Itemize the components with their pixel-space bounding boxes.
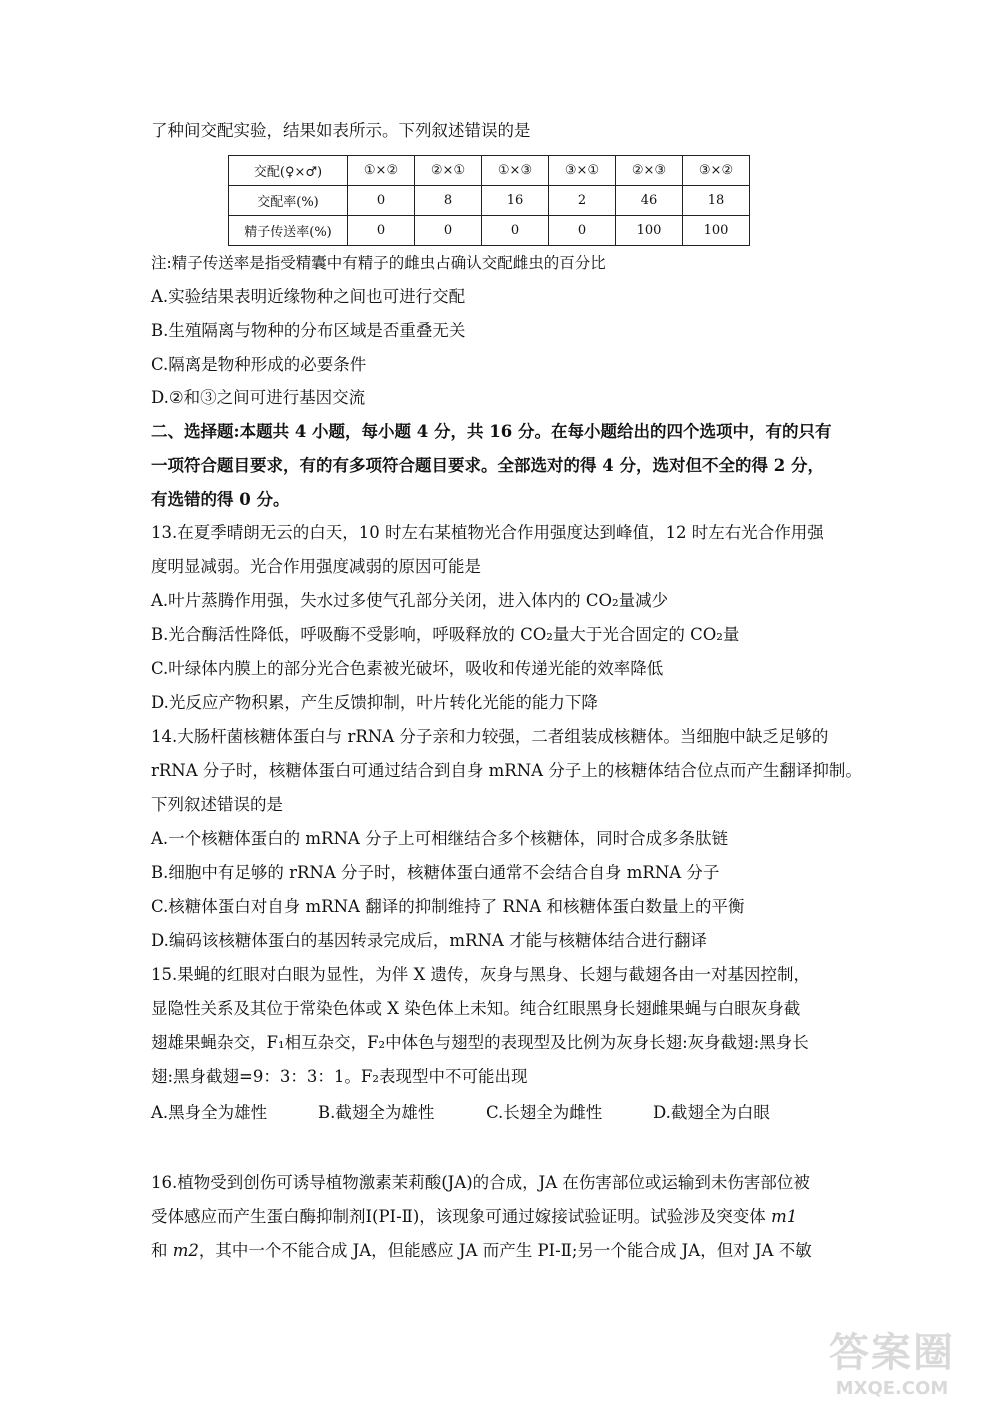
q16-stem-text: 和: [151, 1241, 173, 1260]
table-header-row: [229, 156, 750, 186]
table-cell: 0: [348, 216, 415, 246]
table-cell: ③×②: [683, 156, 750, 186]
q14-option-b: B.细胞中有足够的 rRNA 分子时，核糖体蛋白通常不会结合自身 mRNA 分子: [151, 863, 720, 882]
q13-stem: 13.在夏季晴朗无云的白天，10 时左右某植物光合作用强度达到峰值，12 时左右光合作用强: [151, 523, 824, 542]
table-cell: 16: [482, 186, 549, 216]
q13-option-d: D.光反应产物积累，产生反馈抑制，叶片转化光能的能力下降: [151, 693, 598, 712]
q16-stem: [151, 1240, 812, 1262]
table-cell: 0: [482, 216, 549, 246]
table-cell: ②×③: [616, 156, 683, 186]
table-cell: 交配率(%): [229, 186, 348, 216]
table-cell: ③×①: [549, 156, 616, 186]
q14-stem: 14.大肠杆菌核糖体蛋白与 rRNA 分子亲和力较强，二者组装成核糖体。当细胞中缺乏足够的: [151, 727, 829, 746]
table-cell: 2: [549, 186, 616, 216]
q16-stem-text: ，其中一个不能合成 JA，但能感应 JA 而产生 PI-Ⅱ;另一个能合成 JA，但对 JA 不敏: [198, 1241, 812, 1260]
table-cell: 交配(♀×♂): [229, 156, 348, 186]
table-cell: 0: [415, 216, 482, 246]
watermark-url: MXQE.COM: [835, 1378, 949, 1399]
q13-option-b: B.光合酶活性降低，呼吸酶不受影响，呼吸释放的 CO₂量大于光合固定的 CO₂量: [151, 625, 740, 644]
q15-option-b: B.截翅全为雄性: [318, 1103, 435, 1122]
q12-option-b: B.生殖隔离与物种的分布区域是否重叠无关: [151, 321, 466, 340]
mutant-m2: m2: [172, 1241, 199, 1260]
intro-line: 了种间交配实验，结果如表所示。下列叙述错误的是: [151, 121, 531, 140]
section-heading: 有选错的得 0 分。: [151, 490, 290, 509]
section-heading: 一项符合题目要求，有的有多项符合题目要求。全部选对的得 4 分，选对但不全的得 2 分，: [151, 456, 824, 475]
q14-stem: 下列叙述错误的是: [151, 795, 283, 814]
table-row: [229, 216, 750, 246]
watermark: [812, 1321, 972, 1401]
q14-stem: rRNA 分子时，核糖体蛋白可通过结合到自身 mRNA 分子上的核糖体结合位点而产生翻译抑制。: [151, 761, 862, 780]
table-row: [229, 186, 750, 216]
q15-stem: 翅雄果蝇杂交，F₁相互杂交，F₂中体色与翅型的表现型及比例为灰身长翅:灰身截翅:黑身长: [151, 1033, 809, 1052]
table-cell: ②×①: [415, 156, 482, 186]
q15-stem: 显隐性关系及其位于常染色体或 X 染色体上未知。纯合红眼黑身长翅雌果蝇与白眼灰身截: [151, 999, 801, 1018]
q16-stem: 16.植物受到创伤可诱导植物激素茉莉酸(JA)的合成，JA 在伤害部位或运输到未伤害部位被: [151, 1173, 810, 1192]
q15-stem: 15.果蝇的红眼对白眼为显性，为伴 X 遗传，灰身与黑身、长翅与截翅各由一对基因控制，: [151, 965, 810, 984]
q13-stem: 度明显减弱。光合作用强度减弱的原因可能是: [151, 557, 481, 576]
q13-option-c: C.叶绿体内膜上的部分光合色素被光破坏，吸收和传递光能的效率降低: [151, 659, 664, 678]
q12-option-c: C.隔离是物种形成的必要条件: [151, 355, 367, 374]
mating-table: [228, 155, 750, 246]
q12-option-d: D.②和③之间可进行基因交流: [151, 388, 366, 407]
q16-stem-text: 受体感应而产生蛋白酶抑制剂Ⅰ(PI-Ⅱ)，该现象可通过嫁接试验证明。试验涉及突变体: [151, 1207, 772, 1226]
q16-stem: [151, 1206, 797, 1228]
section-heading: 二、选择题:本题共 4 小题，每小题 4 分，共 16 分。在每小题给出的四个选项中，有的只有: [151, 422, 832, 441]
q14-option-a: A.一个核糖体蛋白的 mRNA 分子上可相继结合多个核糖体，同时合成多条肽链: [151, 829, 729, 848]
mutant-m1: m1: [771, 1207, 798, 1226]
table-cell: 0: [348, 186, 415, 216]
table-cell: 8: [415, 186, 482, 216]
q15-stem: 翅:黑身截翅=9：3：3：1。F₂表现型中不可能出现: [151, 1067, 528, 1086]
q15-option-d: D.截翅全为白眼: [653, 1103, 770, 1122]
watermark-logo: 答案圈: [829, 1330, 955, 1376]
table-cell: 0: [549, 216, 616, 246]
table-cell: 100: [616, 216, 683, 246]
table-cell: 18: [683, 186, 750, 216]
q14-option-c: C.核糖体蛋白对自身 mRNA 翻译的抑制维持了 RNA 和核糖体蛋白数量上的平衡: [151, 897, 745, 916]
table-note: 注:精子传送率是指受精囊中有精子的雌虫占确认交配雌虫的百分比: [151, 254, 606, 272]
q14-option-d: D.编码该核糖体蛋白的基因转录完成后，mRNA 才能与核糖体结合进行翻译: [151, 931, 708, 950]
q12-option-a: A.实验结果表明近缘物种之间也可进行交配: [151, 287, 466, 306]
q13-option-a: A.叶片蒸腾作用强，失水过多使气孔部分关闭，进入体内的 CO₂量减少: [151, 591, 669, 610]
q15-option-c: C.长翅全为雌性: [486, 1103, 603, 1122]
q15-option-a: A.黑身全为雄性: [151, 1103, 268, 1122]
table-cell: 100: [683, 216, 750, 246]
table-cell: ①×②: [348, 156, 415, 186]
table-cell: ①×③: [482, 156, 549, 186]
table-cell: 精子传送率(%): [229, 216, 348, 246]
table-cell: 46: [616, 186, 683, 216]
